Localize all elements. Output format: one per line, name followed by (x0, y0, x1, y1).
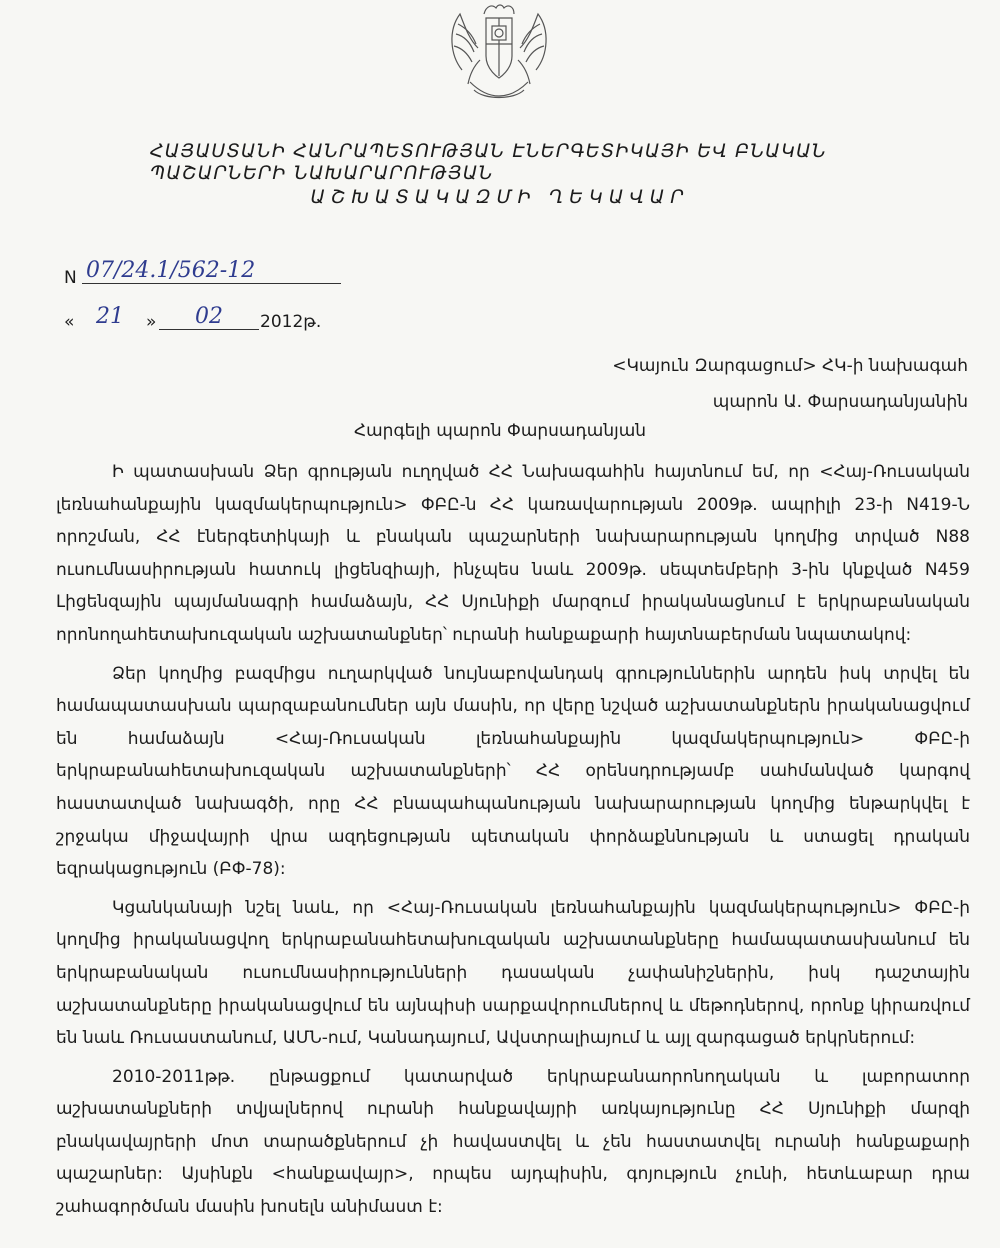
reference-prefix: N (64, 268, 77, 288)
letter-date (64, 306, 364, 336)
letter-body (56, 456, 970, 1230)
body-paragraph-2: Ձեր կողմից բազմիցս ուղարկված նույնաբովանդակ գրություններին արդեն իսկ տրվել են համապատասխան պարզաբանումներ այն մասին, որ վերը նշված աշխատանքներն իրականացվում են համաձայն <Հայ-Ռուսական լեռնահանքային կազմակերպություն> ՓԲԸ-ի երկրաբանահետախուզական աշխատանքների՝ ՀՀ օրենսդրությամբ սահմանված կարգով հաստատված նախագծի, որը ՀՀ բնապահպանության նախարարության կողմից ենթարկվել է շրջակա միջավայրի վրա ազդեցության պետական փորձաքննության և ստացել դրական եզրակացություն (ԲՓ-78): (56, 663, 970, 880)
coat-of-arms-icon (440, 0, 558, 108)
date-quote-open: « (64, 312, 75, 332)
body-paragraph-3: Կցանկանայի նշել նաև, որ <Հայ-Ռուսական լեռնահանքային կազմակերպություն> ՓԲԸ-ի կողմից իրականացվող երկրաբանահետախուզական աշխատանքները համապատասխանում են երկրաբանական ուսումնասիրությունների դասական չափանիշներին, իսկ դաշտային աշխատանքները իրականացվում են այնպիսի սարքավորումներով և մեթոդներով, որոնք կիրառվում են նաև Ռուսաստանում, ԱՄՆ-ում, Կանադայում, Ավստրալիայում և այլ զարգացած երկրներում: (56, 897, 970, 1049)
office-heading: ԱՇԽԱՏԱԿԱԶՄԻ ՂԵԿԱՎԱՐ (310, 186, 690, 208)
reference-handwritten-number: 07/24.1/562-12 (82, 258, 341, 284)
date-year: 2012թ. (260, 312, 322, 332)
date-quote-close: » (146, 312, 157, 332)
addressee-line-1: <Կայուն Զարգացում> ՀԿ-ի նախագահ (612, 356, 968, 376)
addressee-block (528, 348, 968, 420)
addressee-line-2: պարոն Ա. Փարսադանյանին (712, 392, 968, 412)
body-paragraph-4: 2010-2011թթ. ընթացքում կատարված երկրաբանաորոնողական և լաբորատոր աշխատանքների տվյալներով ուրանի հանքավայրի առկայությունը ՀՀ Սյունիքի մարզի բնակավայրերի մոտ տարածքներում չի հավաստվել և չեն հաստատվել ուրանի հանքաքարի պաշարներ: Այսինքն <հանքավայր>, որպես այդպիսին, գոյություն չունի, հետևաբար դրա շահագործման մասին խոսելն անիմաստ է: (56, 1066, 970, 1218)
reference-number (64, 258, 364, 288)
date-month: 02 (159, 304, 259, 330)
date-day: 21 (96, 304, 124, 329)
ministry-heading: ՀԱՅԱՍՏԱՆԻ ՀԱՆՐԱՊԵՏՈՒԹՅԱՆ ԷՆԵՐԳԵՏԻԿԱՅԻ ԵՎ ԲՆԱԿԱՆ ՊԱՇԱՐՆԵՐԻ ՆԱԽԱՐԱՐՈՒԹՅԱՆ (150, 140, 827, 184)
body-paragraph-1: Ի պատասխան Ձեր գրության ուղղված ՀՀ Նախագահին հայտնում եմ, որ <Հայ-Ռուսական լեռնահանքային կազմակերպություն> ՓԲԸ-ն ՀՀ կառավարության 2009թ. ապրիլի 23-ի N419-Ն որոշման, ՀՀ էներգետիկայի և բնական պաշարների նախարարության կողմից տրված N88 ուսումնասիրության հատուկ լիցենզիայի, ինչպես նաև 2009թ. սեպտեմբերի 3-ին կնքված N459 Լիցենզային պայմանագրի համաձայն, ՀՀ Սյունիքի մարզում իրականացնում է երկրաբանական որոնողահետախուզական աշխատանքներ՝ ուրանի հանքաքարի հայտնաբերման նպատակով: (56, 462, 970, 645)
salutation: Հարգելի պարոն Փարսադանյան (353, 421, 647, 441)
